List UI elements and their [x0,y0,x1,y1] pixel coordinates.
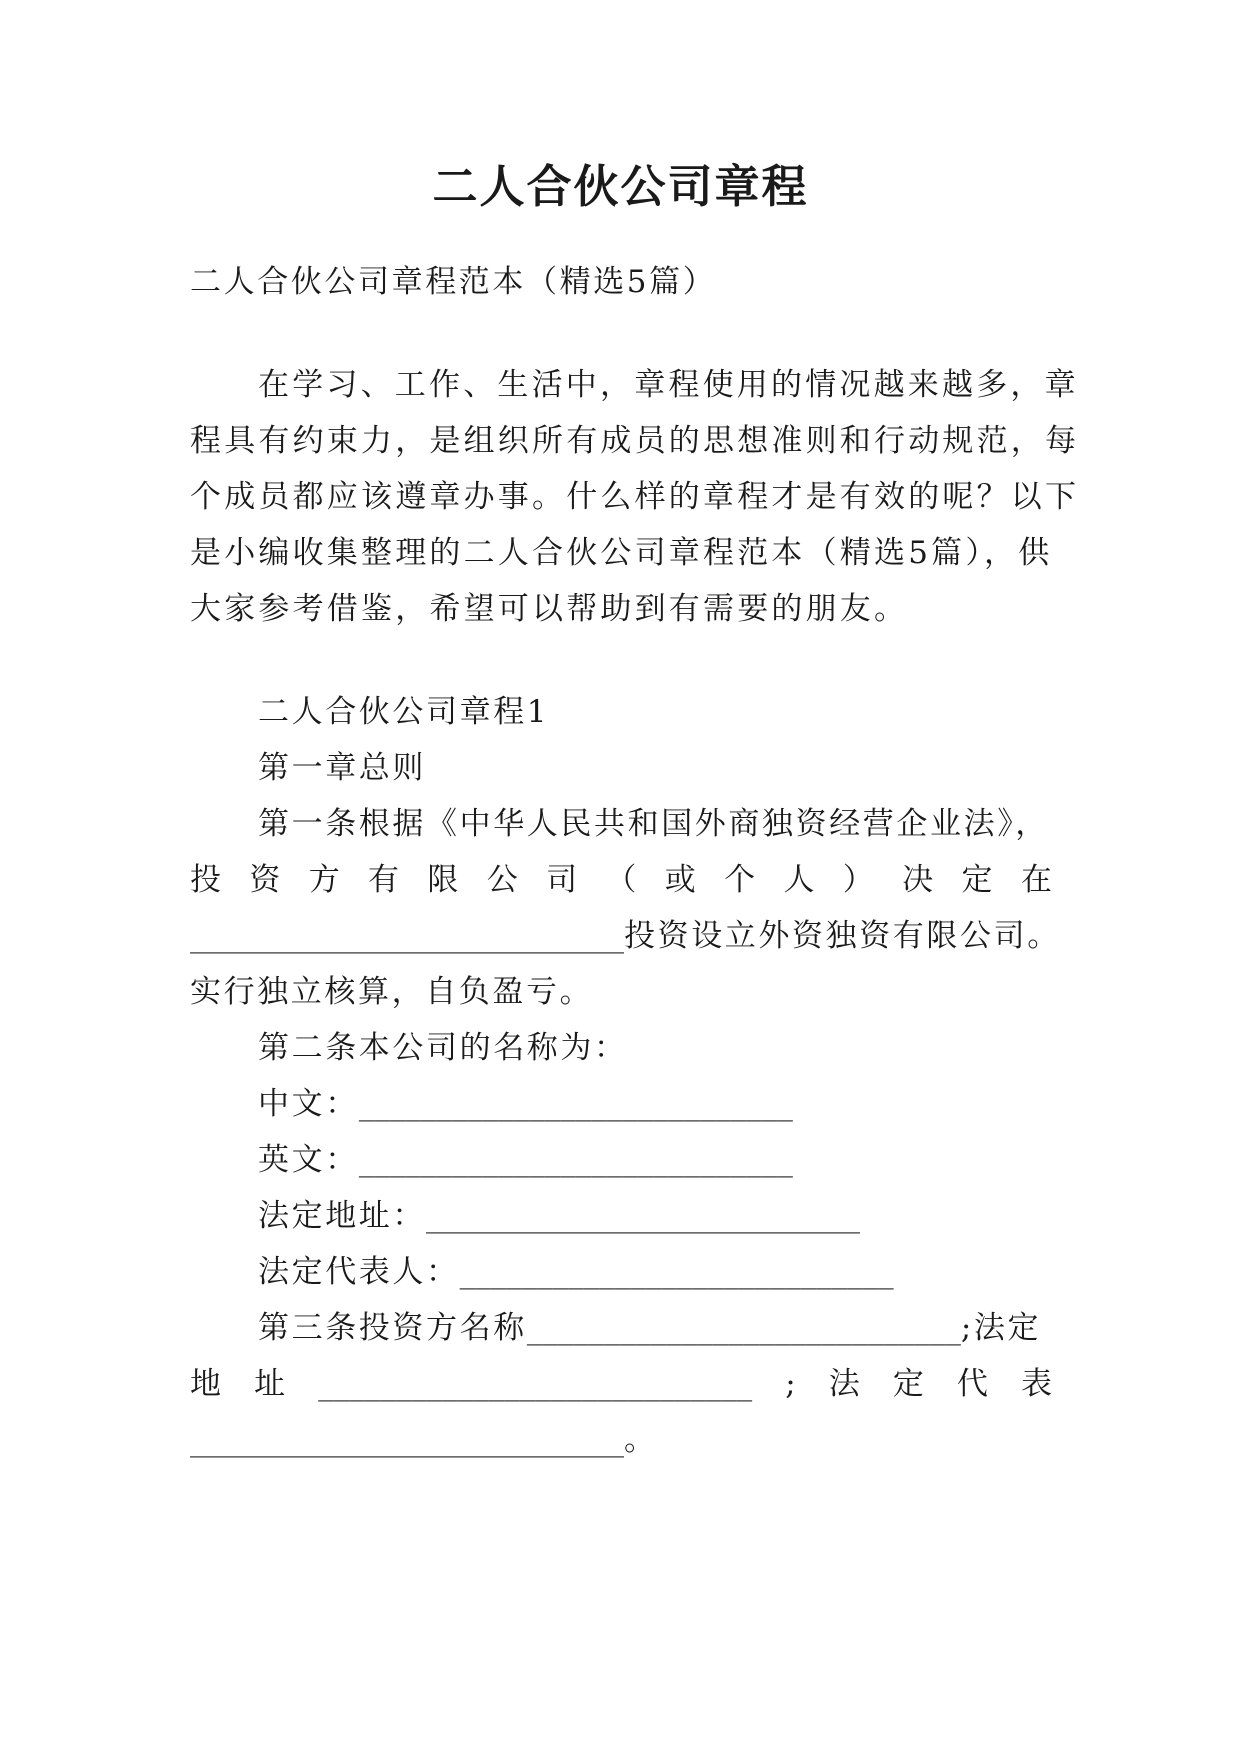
article1-line-2-char-8: （ [605,862,637,898]
article1-line-1: 第一条根据《中华人民共和国外商独资经营企业法》， [258,806,1049,842]
section-heading: 二人合伙公司章程1 [258,694,550,730]
article1-line-4: 实行独立核算，自负盈亏。 [190,974,594,1010]
document-title: 二人合伙公司章程 [432,160,809,213]
intro-line-3: 个成员都应该遵章办事。什么样的章程才是有效的呢？以下 [190,479,1080,515]
chapter-heading: 第一章总则 [258,750,426,786]
article1-line-2-char-6: 公 [486,862,518,898]
article1-line-3-text: 投资设立外资独资有限公司。 [624,918,1061,954]
english-name-blank: ____________________________ [358,1142,793,1178]
article3-line-2-char-5: 代 [956,1366,988,1402]
document-subtitle: 二人合伙公司章程范本（精选5篇） [190,264,717,300]
article1-line-2-char-4: 有 [368,862,400,898]
article3-line-1-text: 第三条投资方名称 [258,1310,527,1346]
article1-line-2-char-15: 在 [1020,862,1052,898]
article3-line-2-char-2: 址 [254,1366,286,1402]
legal-address-row [258,1196,1050,1236]
article1-line-2-char-2: 资 [249,862,281,898]
chinese-name-blank: ____________________________ [358,1086,793,1122]
article1-line-2-char-14: 定 [961,862,993,898]
article3-line-1-end: ;法定 [960,1310,1042,1346]
article3-line-2-char-6: 表 [1021,1366,1052,1402]
article1-line-2-char-12: ） [842,862,874,898]
article3-line-2-char-4: 定 [892,1366,924,1402]
article1-line-2-char-11: 人 [783,862,815,898]
article3-line-2-semicolon: ; [785,1366,796,1402]
article1-line-2-char-13: 决 [902,862,934,898]
investment-location-blank: ____________________________ [190,918,624,954]
article3-line-1 [258,1308,1050,1348]
english-name-label: 英文： [258,1142,359,1178]
article3-line-2 [190,1364,1052,1404]
article3-line-2-char-3: 法 [828,1366,860,1402]
intro-line-5: 大家参考借鉴，希望可以帮助到有需要的朋友。 [190,591,909,627]
article1-line-2-char-10: 个 [724,862,756,898]
investor-representative-blank: ____________________________ [190,1422,624,1458]
article3-line-3 [190,1420,1050,1460]
intro-line-1: 在学习、工作、生活中，章程使用的情况越来越多，章 [258,367,1079,403]
english-name-row [258,1140,1050,1180]
article1-line-2 [190,860,1052,900]
chinese-name-label: 中文： [258,1086,359,1122]
investor-name-blank: ____________________________ [526,1310,961,1346]
article1-line-3 [190,916,1070,956]
chinese-name-row [258,1084,1050,1124]
article1-line-2-char-9: 或 [664,862,696,898]
legal-representative-blank: ____________________________ [459,1254,894,1290]
investor-address-blank: ____________________________ [318,1366,753,1402]
article3-line-2-char-1: 地 [190,1366,221,1402]
intro-line-2: 程具有约束力，是组织所有成员的思想准则和行动规范，每 [190,423,1080,459]
article1-line-2-char-3: 方 [308,862,340,898]
legal-address-blank: ____________________________ [426,1198,860,1234]
legal-representative-row [258,1252,1050,1292]
intro-line-4: 是小编收集整理的二人合伙公司章程范本（精选5篇），供 [190,535,1053,571]
legal-address-label: 法定地址： [258,1198,426,1234]
article3-line-3-end: 。 [624,1422,655,1458]
article2-line-1: 第二条本公司的名称为： [258,1030,628,1066]
article1-line-2-char-7: 司 [546,862,578,898]
article1-line-2-char-5: 限 [427,862,459,898]
legal-representative-label: 法定代表人： [258,1254,460,1290]
article1-line-2-char-1: 投 [190,862,221,898]
